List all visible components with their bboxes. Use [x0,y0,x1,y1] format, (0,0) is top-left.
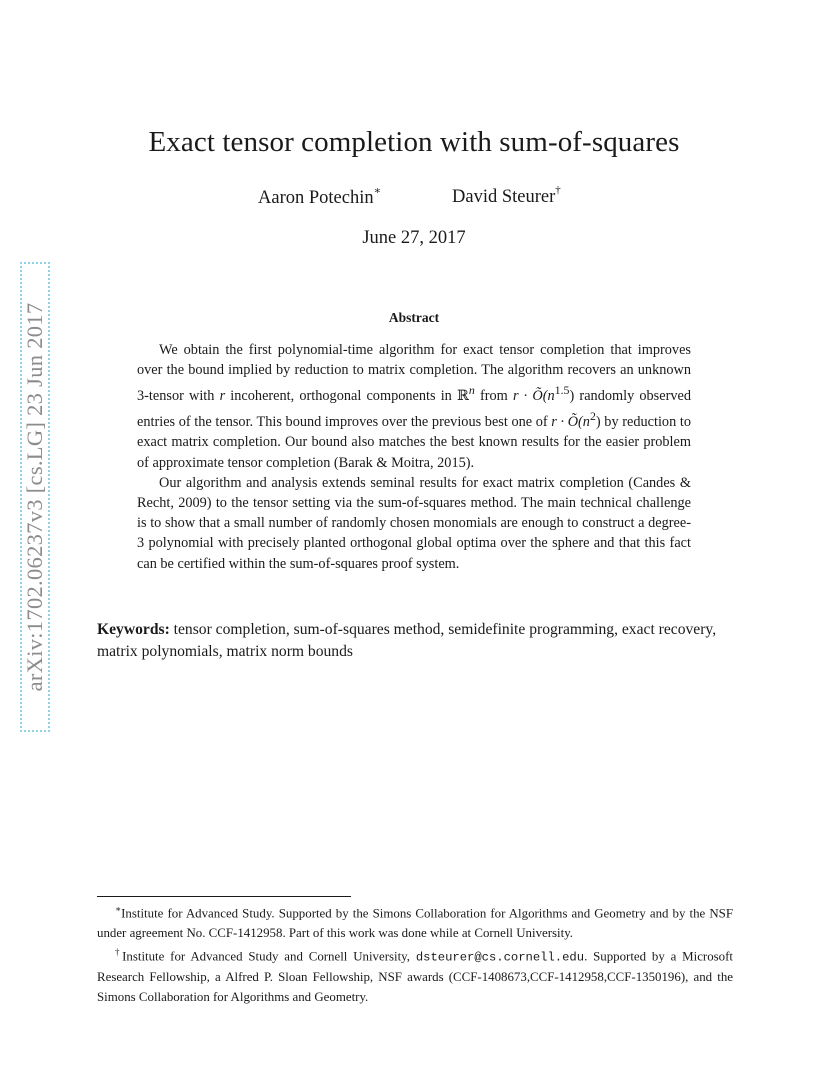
author-footnote-mark: † [555,184,561,196]
abstract-text: from [474,388,513,405]
footnotes [97,900,733,1007]
footnote-2 [97,943,733,1007]
math-exponent: n [468,383,475,398]
abstract-text: by reduction to exact matrix completion. Our bound also matches the best known results for the easier problem of approximate tensor completion (Barak & Moitra, 2015). [137,414,691,471]
author-footnote-mark: ∗ [373,185,382,197]
arxiv-identifier: arXiv:1702.06237v3 [cs.LG] 23 Jun 2017 [22,302,47,692]
abstract-paragraph-1 [137,340,691,473]
email-address: dsteurer@cs.cornell.edu [415,950,585,965]
abstract-text: randomly observed entries of the tensor. This bound improves over the previous best one of [137,388,691,431]
abstract-text: We obtain the first polynomial-time algorithm for exact tensor completion that improves over the bound implied by reduction to matrix completion. The algorithm recovers an unknown 3-tensor with [137,342,691,405]
math-r: r [219,388,226,405]
author-name: Aaron Potechin [258,188,374,209]
keywords-label: Keywords: [97,621,170,638]
author-steurer [452,186,561,208]
math-reals: ℝ [456,388,469,405]
author-potechin [258,186,381,209]
abstract-paragraph-2: Our algorithm and analysis extends seminal results for exact matrix completion (Candes & Recht, 2009) to the tensor setting via the sum-of-squares method. The main technical challenge is to show that a small number of randomly chosen monomials are enough to construct a degree-3 polynomial with precisely planted orthogonal global optima over the sphere and that this fact can be certified within the sum-of-squares proof system. [137,474,691,572]
footnote-divider [97,896,351,897]
math-exponent: 1.5 [554,383,570,398]
math-paren: ) [595,414,601,431]
footnote-text: Institute for Advanced Study. Supported by the Simons Collaboration for Algorithms and Geometry and by the NSF under agreement No. CCF-1412958. Part of this work was done while at Cornell University. [97,906,733,940]
author-name: David Steurer [452,187,556,208]
abstract-body [137,340,691,574]
footnote-text: Institute for Advanced Study and Cornell University, [122,949,416,964]
footnote-1 [97,900,733,943]
math-exponent: 2 [589,409,596,424]
footnote-mark: † [115,947,123,958]
keywords-list: tensor completion, sum-of-squares method, semidefinite programming, exact recovery, matrix polynomials, matrix norm bounds [97,621,717,660]
keywords [97,619,733,662]
arxiv-stamp [20,262,50,732]
footnote-text: . Supported by a Microsoft Research Fellowship, a Alfred P. Sloan Fellowship, NSF awards (CCF-1408673,CCF-1412958,CCF-1350196), and the Simons Collaboration for Algorithms and Geometry. [97,949,734,1004]
math-paren: ) [569,388,575,405]
abstract-heading: Abstract [388,310,440,325]
paper-date: June 27, 2017 [362,228,466,248]
abstract-text: incoherent, orthogonal components in [225,388,457,405]
footnote-mark: ∗ [115,904,122,914]
paper-title: Exact tensor completion with sum-of-squares [148,126,680,158]
math-bound: r · Õ(n [512,388,555,405]
math-bound: r · Õ(n [551,414,590,431]
